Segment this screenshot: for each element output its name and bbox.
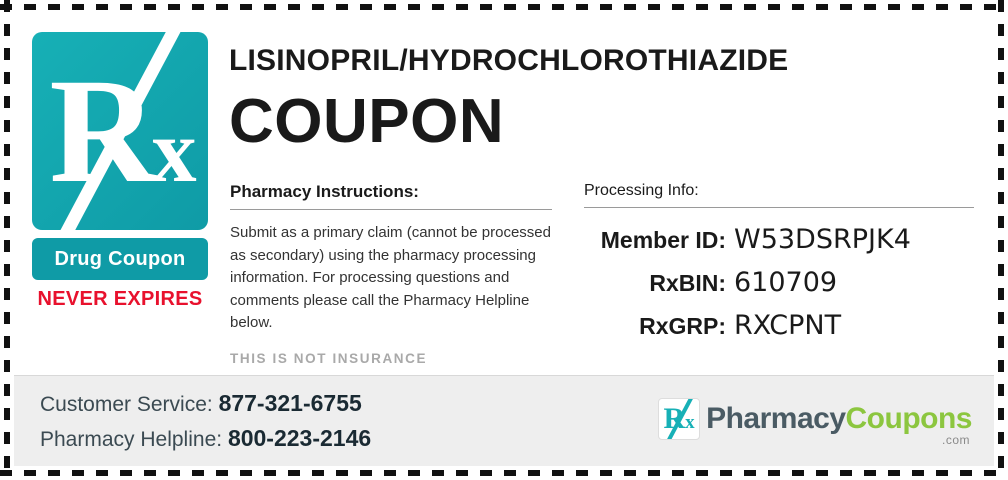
rx-mark-icon (658, 398, 700, 440)
pharmacy-helpline-number[interactable]: 800-223-2146 (227, 425, 372, 451)
coupon-inner (14, 14, 994, 466)
coupon-heading: COUPON (229, 87, 505, 156)
brand-wordmark (706, 402, 972, 436)
processing-info-rows (584, 224, 974, 341)
brand-text-wrap (706, 402, 972, 447)
ticket-border-right (998, 0, 1004, 480)
rxbin-label: RxBIN: (649, 270, 726, 296)
processing-info-title: Processing Info: (584, 182, 974, 208)
coupon-footer (14, 375, 994, 466)
processing-row-member-id (584, 224, 974, 255)
rx-mark-letter-r: R (663, 402, 686, 435)
brand-word-pharmacy: Pharmacy (706, 402, 846, 435)
drug-name-title: LISINOPRIL/HYDROCHLOROTHIAZIDE (229, 44, 789, 77)
drug-coupon-badge: Drug Coupon (32, 238, 208, 280)
ticket-border-top (0, 4, 1008, 10)
pharmacycoupons-logo[interactable] (658, 398, 972, 447)
pharmacy-helpline-label: Pharmacy Helpline: (40, 428, 223, 451)
pharmacy-instructions-title: Pharmacy Instructions: (230, 182, 552, 210)
coupon-top-section (14, 14, 994, 374)
rx-mark-letter-x: x (685, 412, 695, 433)
rxgrp-label: RxGRP: (639, 313, 726, 339)
brand-tld: .com (941, 433, 970, 447)
ticket-border-left (4, 0, 10, 480)
never-expires-badge: NEVER EXPIRES (37, 288, 203, 310)
pharmacy-instructions-section (230, 182, 552, 366)
customer-service-line (40, 390, 371, 417)
customer-service-number[interactable]: 877-321-6755 (218, 390, 362, 416)
member-id-value: W53DSRPJK4 (734, 224, 911, 255)
rx-letter-r: R (49, 48, 152, 214)
rxgrp-value: RXCPNT (734, 310, 842, 341)
processing-row-rxgrp (584, 310, 974, 341)
rx-icon (32, 32, 208, 230)
pharmacy-helpline-line (40, 425, 371, 452)
ticket-border-bottom (0, 470, 1008, 476)
contact-block (40, 390, 371, 460)
processing-info-section (584, 182, 974, 353)
pharmacy-instructions-body: Submit as a primary claim (cannot be processed as secondary) using the pharmacy processing information. For processing questions and comments please call the Pharmacy Helpline below. (230, 224, 551, 331)
not-insurance-disclaimer: THIS IS NOT INSURANCE (230, 350, 428, 366)
customer-service-label: Customer Service: (40, 393, 213, 416)
rxbin-value: 610709 (734, 267, 838, 298)
rx-letter-x: x (151, 102, 191, 201)
processing-row-rxbin (584, 267, 974, 298)
member-id-label: Member ID: (600, 227, 726, 253)
rx-logo-block (32, 32, 208, 311)
brand-word-coupons: Coupons (845, 402, 972, 435)
